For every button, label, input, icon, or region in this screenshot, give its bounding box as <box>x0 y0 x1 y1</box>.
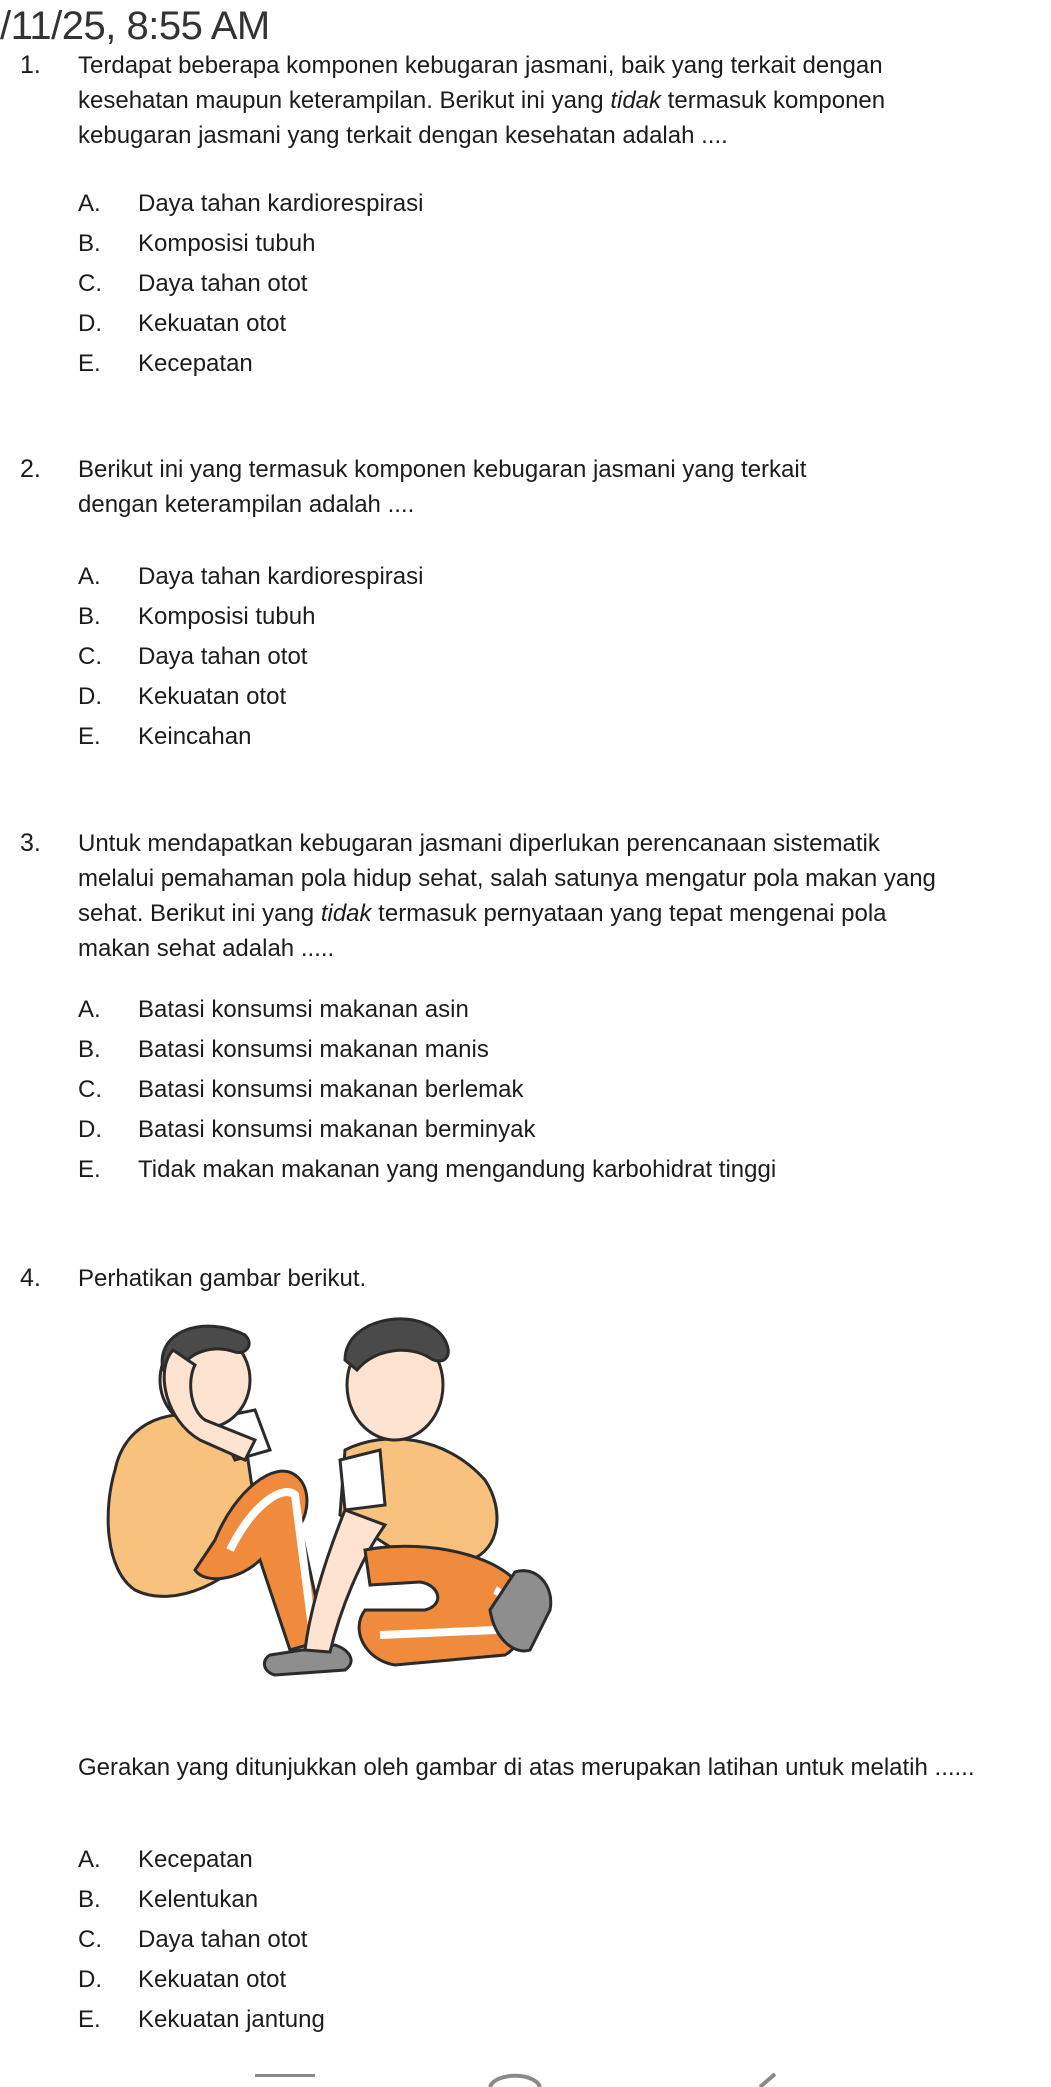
option-letter: C. <box>78 643 102 670</box>
text-fragment: termasuk pernyataan yang tepat mengenai pola <box>371 900 887 927</box>
option-text: Komposisi tubuh <box>138 230 316 257</box>
option-text: Kekuatan otot <box>138 683 287 710</box>
option-d[interactable] <box>78 677 286 717</box>
option-letter: E. <box>78 723 101 750</box>
option-letter: C. <box>78 1926 102 1953</box>
question-line: makan sehat adalah ..... <box>78 935 335 962</box>
option-letter: B. <box>78 603 101 630</box>
question-number: 4. <box>20 1264 41 1292</box>
option-text: Komposisi tubuh <box>138 603 316 630</box>
option-text: Batasi konsumsi makanan berminyak <box>138 1116 536 1143</box>
question-text <box>78 1261 1038 1296</box>
option-d[interactable] <box>78 1960 286 2000</box>
option-text: Kecepatan <box>138 1846 253 1873</box>
option-text: Kelentukan <box>138 1886 259 1913</box>
option-letter: D. <box>78 683 102 710</box>
option-text: Tidak makan makanan yang mengandung karbohidrat tinggi <box>138 1156 777 1183</box>
question-number: 2. <box>20 455 41 483</box>
text-fragment: kesehatan maupun keterampilan. Berikut ini yang <box>78 87 611 114</box>
option-letter: E. <box>78 1156 101 1183</box>
option-e[interactable] <box>78 344 253 384</box>
option-c[interactable] <box>78 1070 524 1110</box>
question-line: Terdapat beberapa komponen kebugaran jasmani, baik yang terkait dengan <box>78 52 883 79</box>
option-text: Keincahan <box>138 723 252 750</box>
option-letter: B. <box>78 1036 101 1063</box>
option-text: Batasi konsumsi makanan manis <box>138 1036 489 1063</box>
option-letter: A. <box>78 1846 101 1873</box>
timestamp: /11/25, 8:55 AM <box>0 4 270 48</box>
option-letter: D. <box>78 1116 102 1143</box>
option-letter: C. <box>78 1076 102 1103</box>
option-letter: E. <box>78 2006 101 2033</box>
option-e[interactable] <box>78 717 251 757</box>
option-text: Kekuatan jantung <box>138 2006 325 2033</box>
text-fragment: sehat. Berikut ini yang <box>78 900 321 927</box>
option-text: Daya tahan otot <box>138 270 308 297</box>
option-letter: A. <box>78 563 101 590</box>
back-icon <box>760 2074 775 2087</box>
option-letter: B. <box>78 230 101 257</box>
option-b[interactable] <box>78 1880 258 1920</box>
option-b[interactable] <box>78 597 315 637</box>
question-line: Berikut ini yang termasuk komponen kebugaran jasmani yang terkait <box>78 456 807 483</box>
right-person-sleeve <box>340 1450 385 1510</box>
option-c[interactable] <box>78 1920 307 1960</box>
option-letter: A. <box>78 996 101 1023</box>
option-b[interactable] <box>78 224 315 264</box>
question-number: 3. <box>20 829 41 857</box>
option-c[interactable] <box>78 264 307 304</box>
option-text: Batasi konsumsi makanan berlemak <box>138 1076 524 1103</box>
option-letter: C. <box>78 270 102 297</box>
option-text: Daya tahan kardiorespirasi <box>138 563 424 590</box>
question-text <box>78 452 1038 522</box>
question-number: 1. <box>20 51 41 79</box>
option-text: Kecepatan <box>138 350 253 377</box>
option-text: Kekuatan otot <box>138 310 287 337</box>
sit-up-partner-illustration <box>95 1310 635 1710</box>
option-b[interactable] <box>78 1030 489 1070</box>
question-line: kebugaran jasmani yang terkait dengan kesehatan adalah .... <box>78 122 728 149</box>
option-d[interactable] <box>78 1110 536 1150</box>
question-line: Untuk mendapatkan kebugaran jasmani diperlukan perencanaan sistematik <box>78 830 880 857</box>
system-navigation-bar <box>0 2070 1051 2087</box>
question-line: melalui pemahaman pola hidup sehat, salah satunya mengatur pola makan yang <box>78 865 936 892</box>
option-e[interactable] <box>78 1150 776 1190</box>
recent-apps-icon <box>255 2074 315 2077</box>
question-line <box>78 83 1038 118</box>
emphasis-text: tidak <box>320 900 372 927</box>
question-text <box>78 826 1038 966</box>
question-line: dengan keterampilan adalah .... <box>78 491 415 518</box>
question-text <box>78 48 1038 153</box>
home-icon <box>490 2076 540 2087</box>
option-text: Kekuatan otot <box>138 1966 287 1993</box>
question-line: Perhatikan gambar berikut. <box>78 1265 367 1292</box>
emphasis-text: tidak <box>610 87 662 114</box>
option-text: Daya tahan otot <box>138 1926 308 1953</box>
option-letter: D. <box>78 310 102 337</box>
option-e[interactable] <box>78 2000 325 2040</box>
option-a[interactable] <box>78 184 423 224</box>
option-text: Batasi konsumsi makanan asin <box>138 996 469 1023</box>
text-fragment: termasuk komponen <box>661 87 886 114</box>
option-d[interactable] <box>78 304 286 344</box>
option-a[interactable] <box>78 1840 253 1880</box>
option-letter: B. <box>78 1886 101 1913</box>
option-a[interactable] <box>78 557 423 597</box>
option-text: Daya tahan otot <box>138 643 308 670</box>
question-line <box>78 896 1038 931</box>
option-a[interactable] <box>78 990 469 1030</box>
question-caption: Gerakan yang ditunjukkan oleh gambar di atas merupakan latihan untuk melatih ...... <box>78 1754 975 1781</box>
option-letter: E. <box>78 350 101 377</box>
option-letter: D. <box>78 1966 102 1993</box>
option-letter: A. <box>78 190 101 217</box>
option-text: Daya tahan kardiorespirasi <box>138 190 424 217</box>
option-c[interactable] <box>78 637 307 677</box>
